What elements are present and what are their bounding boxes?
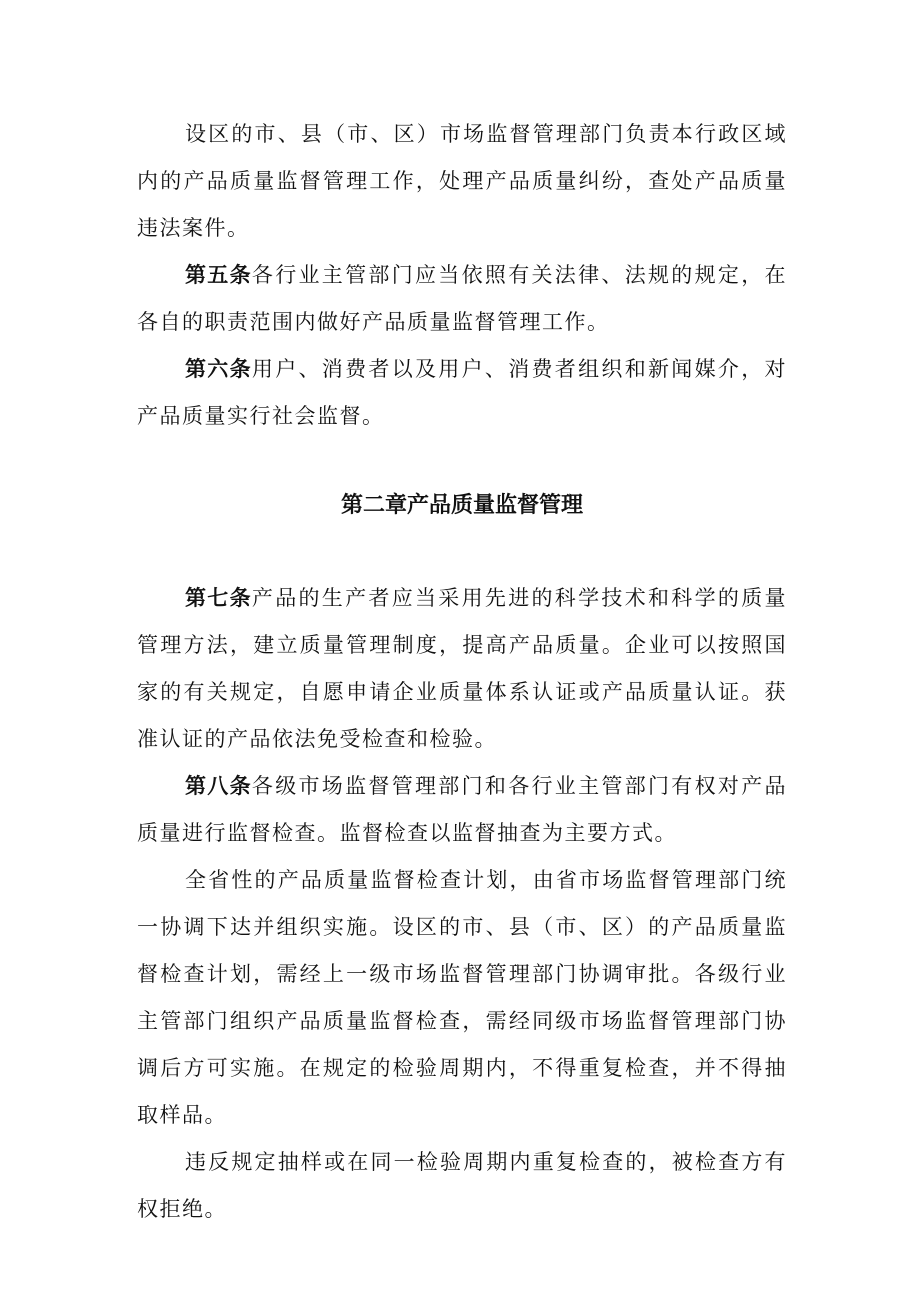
paragraph-inspection-plan <box>137 857 787 1139</box>
chapter-title: 第二章产品质量监督管理 <box>340 493 583 518</box>
article-6 <box>137 346 787 440</box>
paragraph-text: 设区的市、县（市、区）市场监督管理部门负责本行政区域内的产品质量监督管理工作，处理产品质量纠纷，查处产品质量违法案件。 <box>137 122 787 240</box>
paragraph-text: 全省性的产品质量监督检查计划，由省市场监督管理部门统一协调下达并组织实施。设区的市、县（市、区）的产品质量监督检查计划，需经上一级市场监督管理部门协调审批。各级行业主管部门组织产品质量监督检查，需经同级市场监督管理部门协调后方可实施。在规定的检验周期内，不得重复检查，并不得抽取样品。 <box>137 868 787 1127</box>
article-number: 第七条 <box>185 586 252 610</box>
article-5 <box>137 252 787 346</box>
paragraph-text: 违反规定抽样或在同一检验周期内重复检查的，被检查方有权拒绝。 <box>137 1150 787 1221</box>
article-text: 各行业主管部门应当依照有关法律、法规的规定，在各自的职责范围内做好产品质量监督管理工作。 <box>137 263 788 334</box>
article-number: 第五条 <box>185 263 252 287</box>
paragraph-right-to-refuse <box>137 1139 787 1233</box>
article-7 <box>137 575 787 763</box>
paragraph-municipal-duties <box>137 111 787 252</box>
article-text: 用户、消费者以及用户、消费者组织和新闻媒介，对产品质量实行社会监督。 <box>137 357 788 428</box>
article-number: 第八条 <box>185 774 252 798</box>
article-text: 各级市场监督管理部门和各行业主管部门有权对产品质量进行监督检查。监督检查以监督抽查为主要方式。 <box>137 774 788 845</box>
article-text: 产品的生产者应当采用先进的科学技术和科学的质量管理方法，建立质量管理制度，提高产品质量。企业可以按照国家的有关规定，自愿申请企业质量体系认证或产品质量认证。获准认证的产品依法免受检查和检验。 <box>137 586 788 751</box>
article-8 <box>137 763 787 857</box>
article-number: 第六条 <box>185 357 252 381</box>
